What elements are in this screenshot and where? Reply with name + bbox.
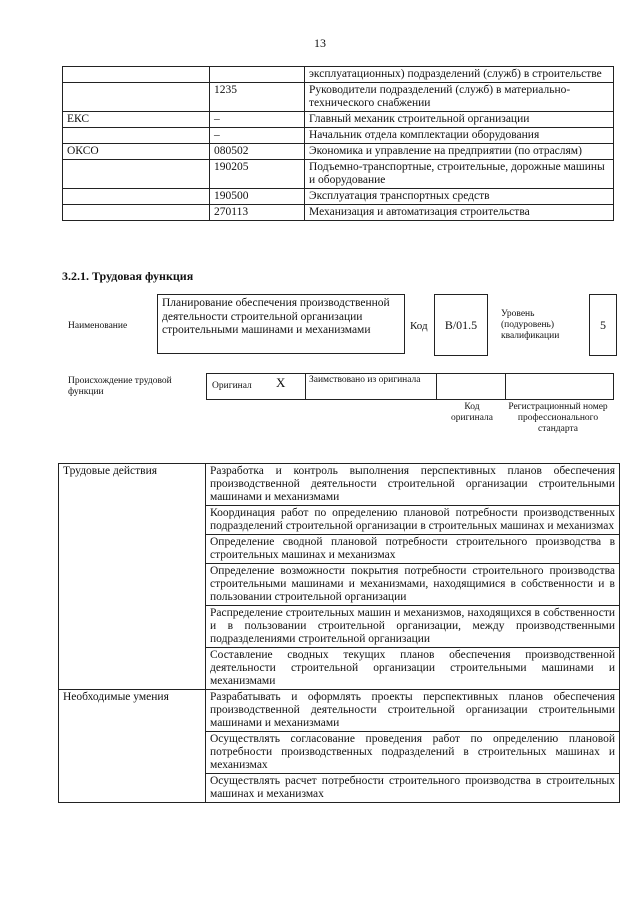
- page-number: 13: [314, 36, 326, 50]
- table-row: [63, 205, 614, 221]
- table-cell: 270113: [210, 205, 305, 221]
- function-code-box: В/01.5: [434, 294, 488, 356]
- labor-action-item: Составление сводных текущих планов обеспечения производственной деятельности строительной организации строительными машинами и механизмами: [206, 648, 620, 690]
- table-row: [63, 144, 614, 160]
- table-cell: ЕКС: [63, 112, 210, 128]
- original-mark: X: [276, 375, 286, 390]
- original-code-cell: [436, 373, 506, 400]
- section-title: 3.2.1. Трудовая функция: [62, 269, 194, 283]
- table-row: [59, 690, 620, 732]
- table-cell: [63, 83, 210, 112]
- table-cell: 1235: [210, 83, 305, 112]
- table-cell: эксплуатационных) подразделений (служб) в строительстве: [305, 67, 614, 83]
- table-cell: Начальник отдела комплектации оборудования: [305, 128, 614, 144]
- level-value-box: 5: [589, 294, 617, 356]
- borrowed-cell: Заимствовано из оригинала: [305, 373, 437, 400]
- table-cell: Эксплуатация транспортных средств: [305, 189, 614, 205]
- labor-actions-label: Трудовые действия: [59, 464, 206, 690]
- labor-action-item: Координация работ по определению плановой потребности производственных подразделений строительной организации в строительных машинах и механизмах: [206, 506, 620, 535]
- original-code-caption: Код оригинала: [451, 402, 493, 423]
- codes-table: [62, 66, 614, 221]
- table-cell: [63, 189, 210, 205]
- table-row: [63, 160, 614, 189]
- table-row: [63, 67, 614, 83]
- skill-item: Разрабатывать и оформлять проекты перспективных планов обеспечения производственной деятельности строительной организации строительными машинами и механизмами: [206, 690, 620, 732]
- origin-row: [206, 373, 614, 400]
- table-row: [63, 189, 614, 205]
- reg-number-cell: [505, 373, 614, 400]
- level-label: Уровень (подуровень) квалификации: [501, 309, 560, 341]
- table-cell: Руководители подразделений (служб) в материально-технического снабжении: [305, 83, 614, 112]
- table-cell: [63, 128, 210, 144]
- original-label: Оригинал: [212, 381, 252, 391]
- table-row: [59, 464, 620, 506]
- table-cell: Главный механик строительной организации: [305, 112, 614, 128]
- skills-label: Необходимые умения: [59, 690, 206, 803]
- table-cell: –: [210, 128, 305, 144]
- table-cell: [63, 205, 210, 221]
- original-cell: [206, 373, 306, 400]
- table-cell: ОКСО: [63, 144, 210, 160]
- table-cell: [210, 67, 305, 83]
- labor-action-item: Разработка и контроль выполнения перспективных планов обеспечения производственной деятельности строительной организации строительными машинами и механизмами: [206, 464, 620, 506]
- table-cell: Подъемно-транспортные, строительные, дорожные машины и оборудование: [305, 160, 614, 189]
- labor-action-item: Распределение строительных машин и механизмов, находящихся в собственности и в пользовании строительной организации, между производственными подразделениями строительной организации: [206, 606, 620, 648]
- functions-table: [58, 463, 620, 803]
- table-cell: Механизация и автоматизация строительства: [305, 205, 614, 221]
- origin-label: Происхождение трудовой функции: [68, 376, 172, 397]
- labor-action-item: Определение возможности покрытия потребности строительного производства строительными машинами и механизмами, находящимися в собственности и в пользовании строительной организации: [206, 564, 620, 606]
- labor-action-item: Определение сводной плановой потребности строительного производства в строительных машинах и механизмах: [206, 535, 620, 564]
- table-cell: 190500: [210, 189, 305, 205]
- table-cell: Экономика и управление на предприятии (по отраслям): [305, 144, 614, 160]
- skill-item: Осуществлять согласование проведения работ по определению плановой потребности производственных подразделений в строительных машинах и механизмах: [206, 732, 620, 774]
- name-label: Наименование: [68, 321, 128, 331]
- table-row: [63, 112, 614, 128]
- table-row: [63, 128, 614, 144]
- table-cell: 190205: [210, 160, 305, 189]
- table-cell: [63, 67, 210, 83]
- table-cell: 080502: [210, 144, 305, 160]
- function-name-box: Планирование обеспечения производственной деятельности строительной организации строительными машинами и механизмами: [157, 294, 405, 354]
- reg-number-caption: Регистрационный номер профессионального стандарта: [508, 402, 608, 434]
- table-cell: –: [210, 112, 305, 128]
- skill-item: Осуществлять расчет потребности строительного производства в строительных машинах и механизмах: [206, 774, 620, 803]
- code-label: Код: [410, 320, 428, 332]
- table-cell: [63, 160, 210, 189]
- table-row: [63, 83, 614, 112]
